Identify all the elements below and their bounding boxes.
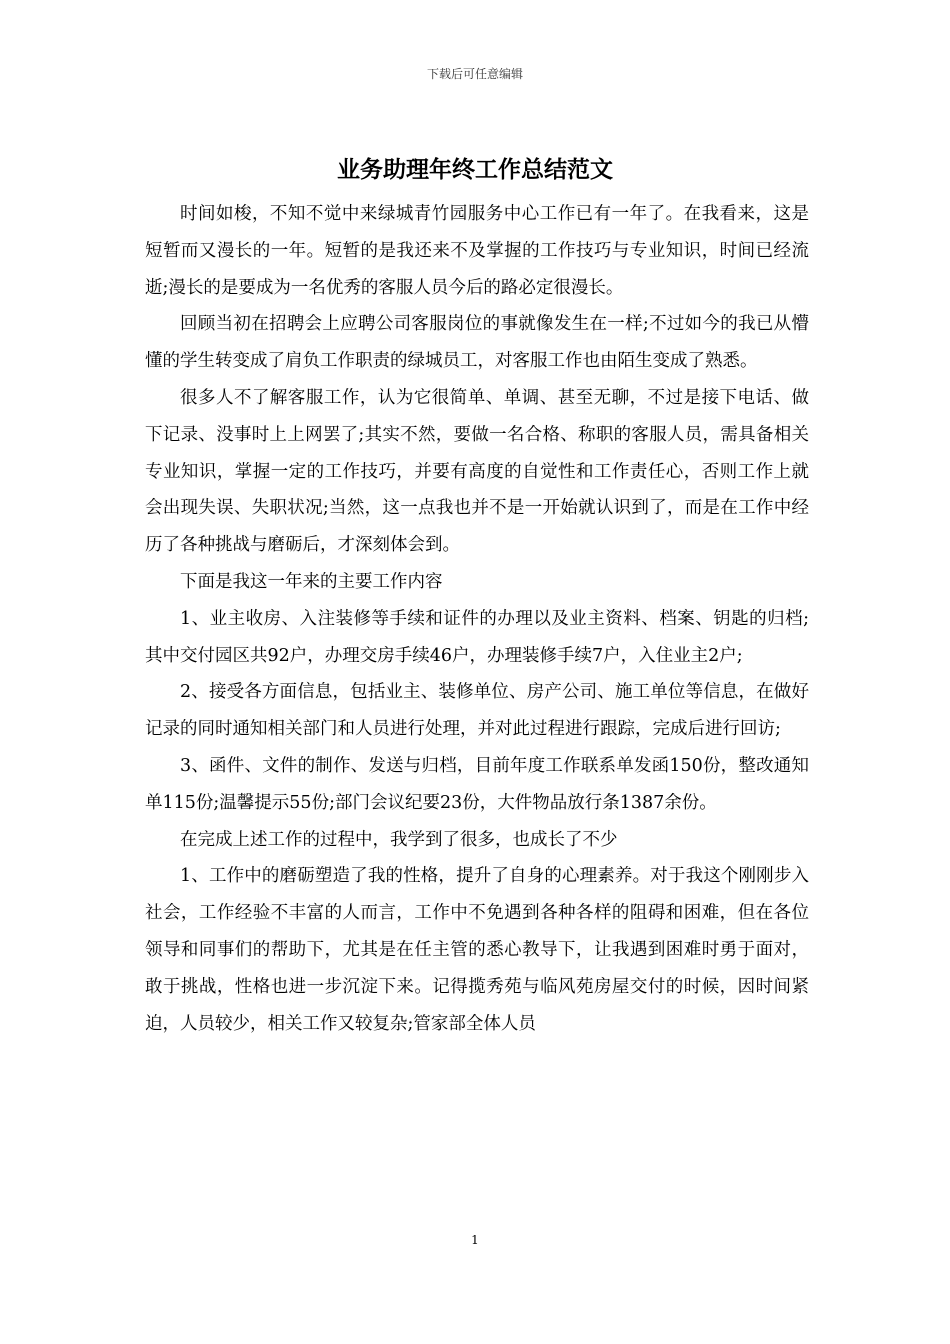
section-heading: 下面是我这一年来的主要工作内容 [180,571,443,592]
list-item: 3、函件、文件的制作、发送与归档，目前年度工作联系单发函150份，整改通知单115份;温馨提示55份;部门会议纪要23份，大件物品放行条1387余份。 [145,755,809,813]
document-title: 业务助理年终工作总结范文 [337,156,613,183]
page-number: 1 [471,1233,479,1247]
paragraph: 很多人不了解客服工作，认为它很简单、单调、甚至无聊，不过是接下电话、做下记录、没事时上上网罢了;其实不然，要做一名合格、称职的客服人员，需具备相关专业知识，掌握一定的工作技巧，并要有高度的自觉性和工作责任心，否则工作上就会出现失误、失职状况;当然，这一点我也并不是一开始就认识到了，而是在工作中经历了各种挑战与磨砺后，才深刻体会到。 [145,387,809,556]
paragraph: 时间如梭，不知不觉中来绿城青竹园服务中心工作已有一年了。在我看来，这是短暂而又漫长的一年。短暂的是我还来不及掌握的工作技巧与专业知识，时间已经流逝;漫长的是要成为一名优秀的客服人员今后的路必定很漫长。 [145,204,809,298]
list-item: 1、工作中的磨砺塑造了我的性格，提升了自身的心理素养。对于我这个刚刚步入社会，工作经验不丰富的人而言，工作中不免遇到各种各样的阻碍和困难，但在各位领导和同事们的帮助下，尤其是在任主管的悉心教导下，让我遇到困难时勇于面对，敢于挑战，性格也进一步沉淀下来。记得揽秀苑与临风苑房屋交付的时候，因时间紧迫，人员较少，相关工作又较复杂;管家部全体人员 [145,866,809,1034]
list-item: 2、接受各方面信息，包括业主、装修单位、房产公司、施工单位等信息，在做好记录的同时通知相关部门和人员进行处理，并对此过程进行跟踪，完成后进行回访; [145,682,809,740]
section-heading: 在完成上述工作的过程中，我学到了很多，也成长了不少 [180,829,618,850]
list-item: 1、业主收房、入注装修等手续和证件的办理以及业主资料、档案、钥匙的归档;其中交付园区共92户，办理交房手续46户，办理装修手续7户，入住业主2户; [145,608,809,666]
paragraph: 回顾当初在招聘会上应聘公司客服岗位的事就像发生在一样;不过如今的我已从懵懂的学生转变成了肩负工作职责的绿城员工，对客服工作也由陌生变成了熟悉。 [145,314,809,372]
document-body [145,196,809,1042]
page-header-note: 下载后可任意编辑 [426,67,523,81]
